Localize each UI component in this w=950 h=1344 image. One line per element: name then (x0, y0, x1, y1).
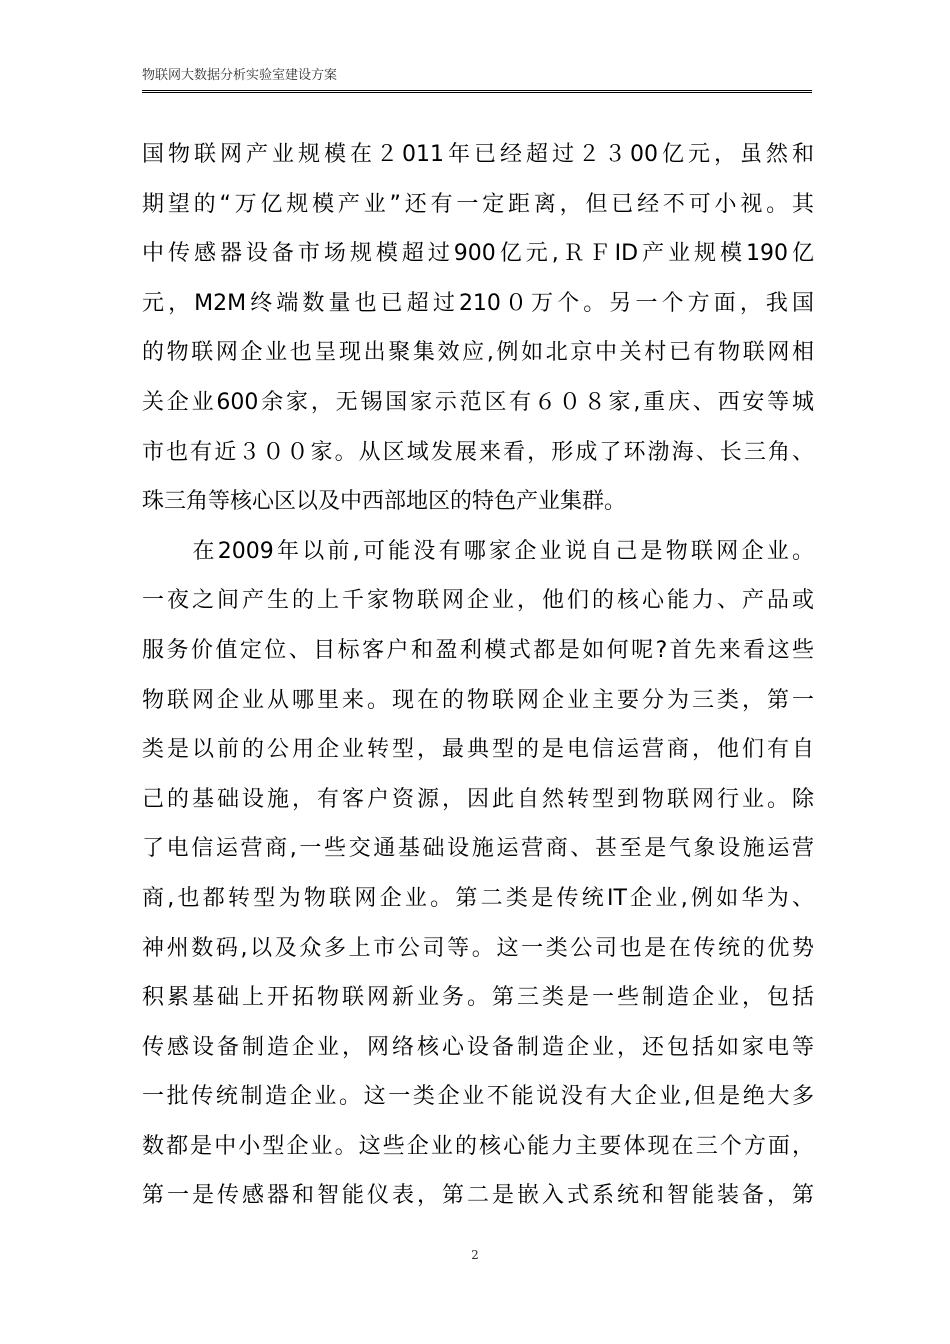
text-line: 珠三角等核心区以及中西部地区的特色产业集群。 (142, 489, 627, 515)
body-text (142, 130, 814, 1221)
page-header (142, 64, 812, 93)
text-line: 关企业600余家，无锡国家示范区有６０８家,重庆、西安等城 (142, 389, 814, 415)
text-line: 的物联网企业也呈现出聚集效应,例如北京中关村已有物联网相 (142, 340, 814, 366)
text-line: 积累基础上开拓物联网新业务。第三类是一些制造企业，包括 (142, 985, 814, 1011)
page-number: 2 (471, 1248, 479, 1262)
text-line: 数都是中小型企业。这些企业的核心能力主要体现在三个方面， (142, 1133, 814, 1159)
text-line: 国物联网产业规模在２011年已经超过２３00亿元，虽然和 (142, 142, 814, 167)
text-line: 中传感器设备市场规模超过900亿元,ＲＦID产业规模190亿 (142, 241, 814, 267)
text-line: 传感设备制造企业，网络核心设备制造企业，还包括如家电等 (142, 1034, 814, 1060)
text-line: 己的基础设施，有客户资源，因此自然转型到物联网行业。除 (142, 786, 814, 812)
text-line: 物联网企业从哪里来。现在的物联网企业主要分为三类，第一 (142, 687, 814, 713)
text-line: 类是以前的公用企业转型，最典型的是电信运营商，他们有自 (142, 737, 814, 763)
text-line: 神州数码,以及众多上市公司等。这一类公司也是在传统的优势 (142, 935, 814, 961)
text-line: 市也有近３００家。从区域发展来看，形成了环渤海、长三角、 (142, 439, 814, 465)
text-line: 期望的“万亿规模产业”还有一定距离，但已经不可小视。其 (142, 191, 814, 217)
text-line: 商,也都转型为物联网企业。第二类是传统IT企业,例如华为、 (142, 885, 814, 911)
text-line: 在2009年以前,可能没有哪家企业说自己是物联网企业。 (142, 538, 814, 564)
text-line: 一批传统制造企业。这一类企业不能说没有大企业,但是绝大多 (142, 1084, 814, 1110)
text-line: 元，M2M终端数量也已超过210０万个。另一个方面，我国 (142, 290, 814, 316)
text-line: 了电信运营商,一些交通基础设施运营商、甚至是气象设施运营 (142, 836, 814, 862)
text-line: 服务价值定位、目标客户和盈利模式都是如何呢?首先来看这些 (142, 637, 814, 663)
header-title: 物联网大数据分析实验室建设方案 (142, 68, 338, 83)
text-line: 一夜之间产生的上千家物联网企业，他们的核心能力、产品或 (142, 588, 814, 614)
text-line: 第一是传感器和智能仪表，第二是嵌入式系统和智能装备，第 (142, 1183, 814, 1209)
